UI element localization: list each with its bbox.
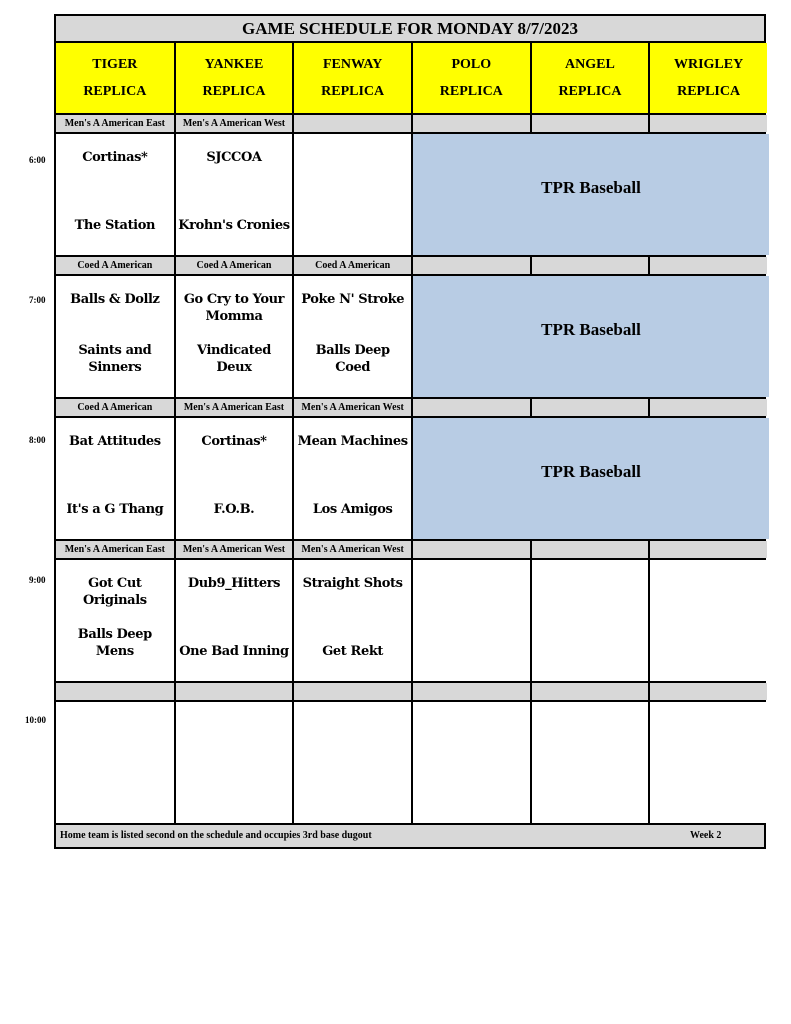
game-cell <box>174 134 293 255</box>
away-team: Bat Attitudes <box>68 434 161 449</box>
game-cell <box>56 560 174 681</box>
game-cell <box>56 702 174 823</box>
home-team: F.O.B. <box>213 502 255 517</box>
home-team: One Bad Inning <box>179 644 289 659</box>
field-name: POLO <box>451 56 492 72</box>
field-header-angel <box>530 43 649 113</box>
field-sub: REPLICA <box>677 83 741 99</box>
field-name: YANKEE <box>204 56 264 72</box>
division-label <box>530 399 649 416</box>
division-label <box>648 257 767 274</box>
time-slot-row <box>56 418 764 541</box>
home-team: Saints and Sinners <box>78 343 152 375</box>
time-slot-row <box>56 134 764 257</box>
schedule-table <box>54 14 766 849</box>
away-team: Balls & Dollz <box>70 292 160 307</box>
field-header-yankee <box>174 43 293 113</box>
away-team: Got Cut Originals <box>82 576 147 608</box>
division-label <box>292 115 411 132</box>
time-slot-row <box>56 560 764 683</box>
footer-note: Home team is listed second on the schedule and occupies 3rd base dugout <box>60 830 372 841</box>
division-label: Coed A American <box>56 257 174 274</box>
division-label <box>530 683 649 700</box>
home-team: Get Rekt <box>322 644 384 659</box>
game-cell <box>174 418 293 539</box>
game-cell <box>174 702 293 823</box>
division-label: Coed A American <box>174 257 293 274</box>
division-label: Coed A American <box>56 399 174 416</box>
field-sub: REPLICA <box>321 83 385 99</box>
game-cell <box>292 276 411 397</box>
time-label: 9:00 <box>29 575 46 585</box>
division-label <box>648 399 767 416</box>
division-label <box>648 683 767 700</box>
division-row <box>56 541 764 560</box>
division-label: Coed A American <box>292 257 411 274</box>
field-header-wrigley <box>648 43 767 113</box>
away-team: Straight Shots <box>302 576 403 591</box>
field-sub: REPLICA <box>83 83 147 99</box>
home-team: Balls Deep Mens <box>77 627 152 659</box>
reserved-block <box>411 134 769 255</box>
schedule-footer <box>56 825 764 847</box>
game-cell <box>648 702 767 823</box>
away-team: Poke N' Stroke <box>301 292 405 307</box>
away-team: Cortinas* <box>201 434 267 449</box>
reserved-block-label: TPR Baseball <box>541 320 641 339</box>
division-label: Men's A American East <box>174 399 293 416</box>
time-slot-row <box>56 276 764 399</box>
division-label <box>530 541 649 558</box>
division-label <box>174 683 293 700</box>
division-label <box>648 115 767 132</box>
division-label <box>648 541 767 558</box>
game-cell <box>174 276 293 397</box>
division-label: Men's A American East <box>56 541 174 558</box>
game-cell <box>530 560 649 681</box>
field-header-fenway <box>292 43 411 113</box>
field-header-tiger <box>56 43 174 113</box>
schedule-title: GAME SCHEDULE FOR MONDAY 8/7/2023 <box>56 16 764 43</box>
time-label: 10:00 <box>25 715 46 725</box>
home-team: The Station <box>74 218 156 233</box>
field-header-polo <box>411 43 530 113</box>
time-label: 8:00 <box>29 435 46 445</box>
division-row <box>56 683 764 702</box>
home-team: Krohn's Cronies <box>178 218 290 233</box>
division-label: Men's A American West <box>174 115 293 132</box>
division-row <box>56 257 764 276</box>
field-name: TIGER <box>92 56 138 72</box>
away-team: Dub9_Hitters <box>187 576 281 591</box>
field-name: WRIGLEY <box>673 56 744 72</box>
game-cell <box>292 702 411 823</box>
field-sub: REPLICA <box>558 83 622 99</box>
game-cell <box>411 560 530 681</box>
game-cell <box>56 418 174 539</box>
time-label: 7:00 <box>29 295 46 305</box>
home-team: It's a G Thang <box>66 502 164 517</box>
field-sub: REPLICA <box>439 83 503 99</box>
game-cell <box>292 134 411 255</box>
field-name: ANGEL <box>565 56 615 72</box>
division-label <box>411 683 530 700</box>
division-label: Men's A American West <box>174 541 293 558</box>
home-team: Los Amigos <box>312 502 393 517</box>
time-label: 6:00 <box>29 155 46 165</box>
division-label <box>530 257 649 274</box>
division-label: Men's A American West <box>292 541 411 558</box>
field-name: FENWAY <box>322 56 383 72</box>
game-cell <box>648 560 767 681</box>
game-cell <box>530 702 649 823</box>
away-team: SJCCOA <box>206 150 262 165</box>
game-cell <box>56 276 174 397</box>
field-header-row <box>56 43 764 115</box>
reserved-block <box>411 276 769 397</box>
division-label <box>411 541 530 558</box>
away-team: Cortinas* <box>82 150 148 165</box>
division-label <box>411 399 530 416</box>
game-cell <box>292 560 411 681</box>
game-cell <box>56 134 174 255</box>
division-label: Men's A American East <box>56 115 174 132</box>
reserved-block <box>411 418 769 539</box>
division-row <box>56 115 764 134</box>
game-cell <box>174 560 293 681</box>
reserved-block-label: TPR Baseball <box>541 462 641 481</box>
division-label <box>411 115 530 132</box>
division-label <box>411 257 530 274</box>
reserved-block-label: TPR Baseball <box>541 178 641 197</box>
division-label <box>530 115 649 132</box>
away-team: Go Cry to Your Momma <box>183 292 285 324</box>
division-label <box>292 683 411 700</box>
game-cell <box>292 418 411 539</box>
game-cell <box>411 702 530 823</box>
division-row <box>56 399 764 418</box>
division-label: Men's A American West <box>292 399 411 416</box>
away-team: Mean Machines <box>297 434 408 449</box>
home-team: Balls Deep Coed <box>315 343 390 375</box>
time-slot-row <box>56 702 764 825</box>
division-label <box>56 683 174 700</box>
field-sub: REPLICA <box>202 83 266 99</box>
week-label: Week 2 <box>690 830 722 841</box>
home-team: Vindicated Deux <box>196 343 271 375</box>
